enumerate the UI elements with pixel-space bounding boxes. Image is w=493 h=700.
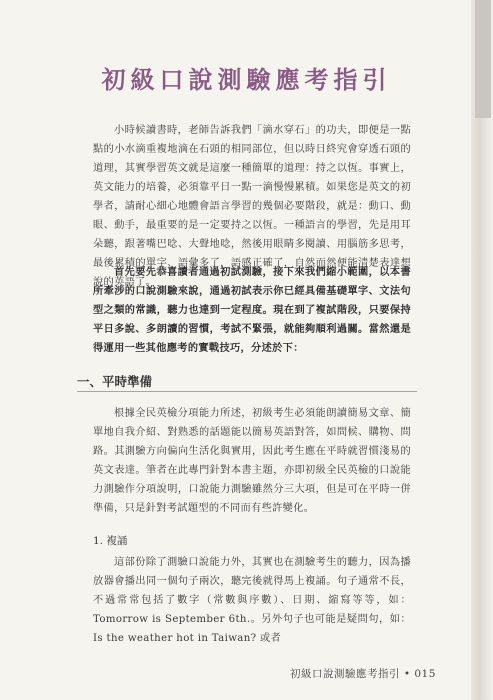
page-title: 初級口說測驗應考指引 [101,65,392,94]
body-paragraph: 這部份除了測驗口說能力外，其實也在測驗考生的聽力，因為播放器會播出同一個句子兩次，聽完後就得馬上複誦。句子通常不長，不過常常包括了數字（常數與序數）、日期、縮寫等等，如：Tomorrow is September 6th.。另外句子也可能是疑問句，如：Is the weather hot in Taiwan? 或者 [93,557,411,644]
section-divider [77,391,417,392]
section-heading: 一、平時準備 [77,374,153,389]
subsection-heading: 1. 複誦 [93,535,128,547]
thumb-index-tab [475,0,491,118]
intro-paragraph: 小時候讀書時，老師告訴我們「滴水穿石」的功夫，即便是一點點的小水滴重複地滴在石頭的相同部位，但以時日終究會穿透石頭的道理，其實學習英文就是這麼一種簡單的道理：持之以恆。事實上，英文能力的培養，必須靠平日一點一滴慢慢累積。如果您是英文的初學者，請耐心細心地體會語言學習的幾個必要階段，就是：動口、動眼、動手，最重要的是一定要持之以恆。一種語言的學習，先是用耳朵聽，跟著嘴巴唸、大聲地唸，然後用眼睛多閱讀、用腦筋多思考，最後累積的單字、語彙多了，語感正確了，自然而然便能清楚表達想說的英語了。 [93,125,411,288]
page-footer [290,666,436,681]
running-title: 初級口說測驗應考指引 [290,668,400,680]
page-number: • 015 [403,668,436,680]
body-paragraph: 根據全民英檢分項能力所述，初級考生必須能朗讀簡易文章、簡單地自我介紹、對熟悉的話題能以簡易英語對答，如問候、購物、問路。其測驗方向偏向生活化與實用，因此考生應在平時就習慣淺易的英文表達。筆者在此專門針對本書主題，亦即初級全民英檢的口說能力測驗作分項說明，口說能力測驗雖然分三大項，但是可在平時一併準備，只是針對考試題型的不同而有些許變化。 [93,408,411,514]
bold-paragraph: 首先要先恭喜讀者通過初試測驗，接下來我們縮小範圍，以本書所牽涉的口說測驗來說，通過初試表示你已經具備基礎單字、文法句型之類的常識，聽力也達到一定程度。現在到了複試階段，只要保持平日多說、多朗讀的習慣，考試不緊張，就能夠順利過關。當然還是得運用一些其他應考的實戰技巧，分述於下： [93,266,411,354]
